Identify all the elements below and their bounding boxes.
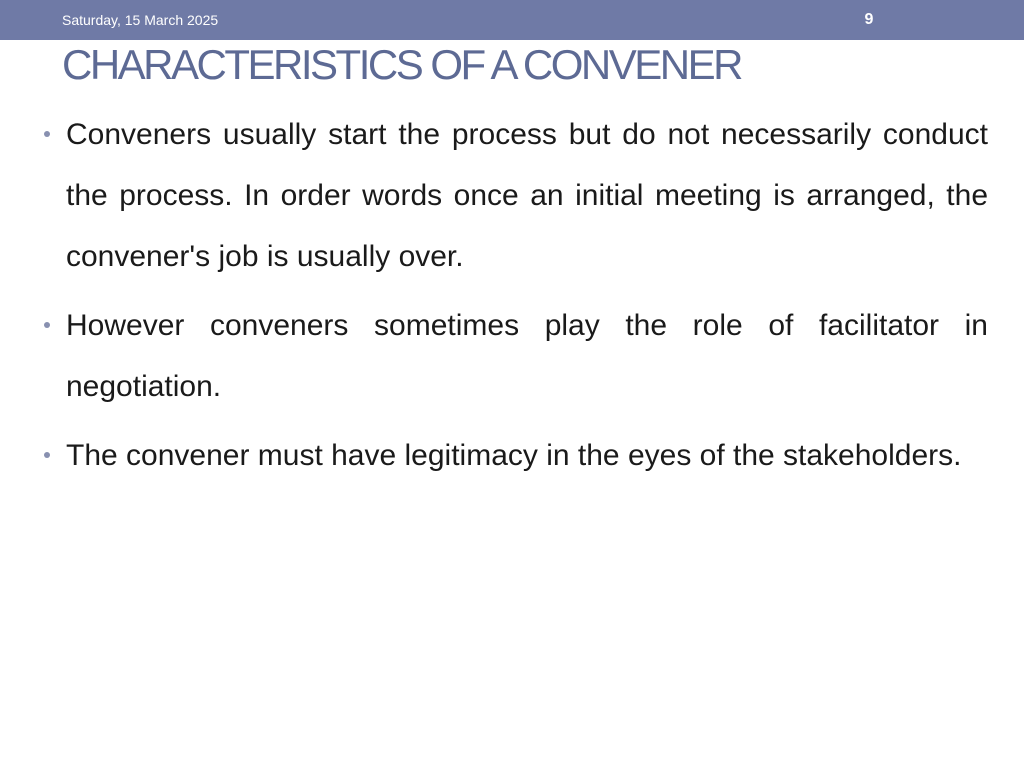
header-bar <box>0 0 1024 40</box>
bullet-dot-icon <box>44 322 50 328</box>
slide-date: Saturday, 15 March 2025 <box>62 12 219 28</box>
slide-title: CHARACTERISTICS OF A CONVENER <box>62 41 741 88</box>
bullet-text: Conveners usually start the process but do not necessarily conduct the process. In order words once an initial meeting is arranged, the convener's job is usually over. <box>66 118 988 273</box>
slide-page-number: 9 <box>864 11 874 28</box>
bullet-item-1 <box>40 104 988 287</box>
bullet-text: However conveners sometimes play the role of facilitator in negotiation. <box>66 309 988 403</box>
bullet-item-3 <box>40 425 988 486</box>
bullet-item-2 <box>40 295 988 417</box>
bullet-dot-icon <box>44 131 50 137</box>
bullet-text: The convener must have legitimacy in the eyes of the stakeholders. <box>66 439 962 472</box>
bullet-dot-icon <box>44 452 50 458</box>
bullet-list <box>40 104 988 494</box>
